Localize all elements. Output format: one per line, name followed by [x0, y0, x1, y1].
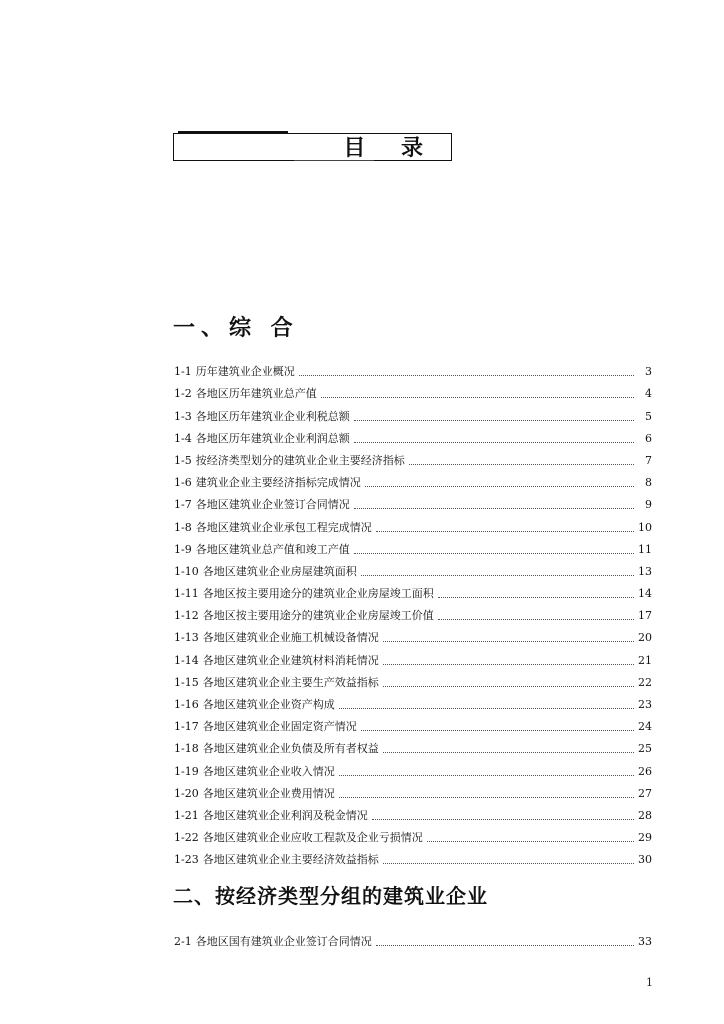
dot-leader	[361, 730, 634, 731]
toc-entry-label: 各地区历年建筑业总产值	[195, 387, 317, 401]
toc-entry[interactable]	[174, 845, 652, 867]
toc-entry-label: 各地区建筑业企业建筑材料消耗情况	[202, 653, 379, 667]
toc-entry-page: 25	[638, 742, 652, 756]
toc-entry-number: 1-14	[174, 653, 199, 667]
dot-leader	[361, 575, 634, 576]
dot-leader	[383, 752, 634, 753]
toc-entry-number: 1-5	[174, 453, 192, 467]
toc-entry-number: 1-16	[174, 698, 199, 711]
toc-entry[interactable]	[174, 668, 652, 690]
toc-entry-number: 1-11	[174, 587, 199, 601]
toc-entry-page: 33	[638, 935, 652, 949]
toc-entry[interactable]	[174, 557, 652, 579]
toc-entry-page: 14	[638, 587, 652, 601]
toc-entry-page: 21	[638, 653, 652, 667]
toc-entry-number: 1-20	[174, 786, 199, 800]
toc-entry-number: 1-4	[174, 431, 192, 445]
dot-leader	[365, 486, 634, 487]
toc-entry[interactable]	[174, 446, 652, 468]
toc-entry-label: 各地区建筑业企业资产构成	[202, 698, 335, 711]
toc-entry-page: 10	[638, 520, 652, 534]
toc-entry-number: 1-18	[174, 742, 199, 756]
toc-entry-page: 3	[645, 365, 652, 379]
section-heading-2: 二、按经济类型分组的建筑业企业	[173, 884, 488, 908]
dot-leader	[383, 664, 634, 665]
toc-entry-label: 历年建筑业企业概况	[195, 365, 295, 379]
toc-entry[interactable]	[174, 779, 652, 801]
toc-entry-label: 各地区建筑业企业负债及所有者权益	[202, 742, 379, 756]
page-number: 1	[646, 976, 653, 989]
toc-entry-number: 1-19	[174, 764, 199, 778]
dot-leader	[376, 531, 634, 532]
dot-leader	[383, 863, 634, 864]
dot-leader	[339, 708, 634, 709]
toc-entry-number: 1-15	[174, 675, 199, 689]
dot-leader	[376, 945, 634, 946]
dot-leader	[372, 819, 634, 820]
toc-entry-number: 1-2	[174, 387, 192, 401]
toc-entry-page: 26	[638, 764, 652, 778]
toc-entry-label: 各地区按主要用途分的建筑业企业房屋竣工价值	[202, 609, 434, 623]
toc-entry-label: 各地区建筑业企业主要生产效益指标	[202, 675, 379, 689]
toc-entry[interactable]	[174, 490, 652, 512]
toc-entry[interactable]	[174, 801, 652, 823]
toc-entry-page: 8	[645, 476, 652, 490]
toc-entry[interactable]	[174, 690, 652, 712]
dot-leader	[354, 442, 634, 443]
toc-entry[interactable]	[174, 579, 652, 601]
toc-entry[interactable]	[174, 645, 652, 667]
toc-entry-page: 6	[645, 431, 652, 445]
toc-entry-page: 30	[638, 853, 652, 867]
toc-entry-page: 9	[645, 498, 652, 512]
toc-entry[interactable]	[174, 623, 652, 645]
section-heading-1: 一、综 合	[173, 316, 299, 341]
toc-entry-label: 各地区建筑业企业收入情况	[202, 764, 335, 778]
dot-leader	[354, 553, 634, 554]
toc-entry-label: 各地区建筑业企业施工机械设备情况	[202, 631, 379, 645]
toc-entry-page: 13	[638, 564, 652, 578]
title-box	[173, 133, 452, 161]
toc-entry-number: 1-23	[174, 853, 199, 867]
toc-entry-number: 1-13	[174, 631, 199, 645]
toc-entry[interactable]	[174, 357, 652, 379]
dot-leader	[354, 508, 634, 509]
toc-entry-page: 27	[638, 786, 652, 800]
toc-entry-label: 各地区建筑业总产值和竣工产值	[195, 542, 350, 556]
toc-entry-page: 20	[638, 631, 652, 645]
toc-entry-label: 各地区建筑业企业承包工程完成情况	[195, 520, 372, 534]
toc-entry[interactable]	[174, 823, 652, 845]
toc-entry-number: 1-10	[174, 564, 199, 578]
dot-leader	[383, 641, 634, 642]
toc-entry-number: 1-12	[174, 609, 199, 623]
toc-entry-page: 11	[638, 542, 652, 556]
toc-list-1	[174, 357, 652, 867]
toc-entry-page: 4	[645, 387, 652, 401]
toc-entry-label: 各地区建筑业企业固定资产情况	[202, 720, 357, 734]
title-rule-top	[178, 131, 288, 133]
toc-entry-page: 29	[638, 831, 652, 845]
toc-entry-number: 2-1	[174, 935, 192, 949]
toc-entry-label: 各地区建筑业企业费用情况	[202, 786, 335, 800]
toc-entry-number: 1-8	[174, 520, 192, 534]
toc-entry-number: 1-21	[174, 808, 199, 822]
dot-leader	[339, 797, 634, 798]
toc-entry[interactable]	[174, 468, 652, 490]
toc-entry[interactable]	[174, 424, 652, 446]
toc-entry-number: 1-22	[174, 831, 199, 845]
toc-entry-label: 各地区历年建筑业企业利税总额	[195, 409, 350, 423]
toc-entry-number: 1-7	[174, 498, 192, 512]
dot-leader	[299, 375, 634, 376]
dot-leader	[438, 597, 634, 598]
toc-entry-label: 各地区建筑业企业签订合同情况	[195, 498, 350, 512]
toc-entry-page: 17	[638, 609, 652, 623]
dot-leader	[427, 841, 634, 842]
toc-entry[interactable]	[174, 401, 652, 423]
toc-entry-page: 23	[638, 698, 652, 711]
toc-entry-label: 各地区按主要用途分的建筑业企业房屋竣工面积	[202, 587, 434, 601]
page-title: 目 录	[343, 135, 437, 161]
toc-entry-number: 1-1	[174, 365, 192, 379]
toc-entry-label: 各地区建筑业企业利润及税金情况	[202, 808, 368, 822]
toc-entry-page: 5	[645, 409, 652, 423]
dot-leader	[409, 464, 634, 465]
toc-entry-page: 22	[638, 675, 652, 689]
toc-entry-label: 建筑业企业主要经济指标完成情况	[195, 476, 361, 490]
toc-entry-page: 28	[638, 808, 652, 822]
toc-entry-label: 各地区历年建筑业企业利润总额	[195, 431, 350, 445]
toc-entry-page: 7	[645, 453, 652, 467]
dot-leader	[383, 686, 634, 687]
dot-leader	[354, 420, 634, 421]
toc-entry[interactable]	[174, 512, 652, 534]
toc-entry[interactable]	[174, 927, 652, 949]
toc-list-2	[174, 927, 652, 949]
dot-leader	[438, 619, 634, 620]
toc-entry[interactable]	[174, 535, 652, 557]
toc-entry-number: 1-17	[174, 720, 199, 734]
toc-entry-number: 1-9	[174, 542, 192, 556]
toc-entry-number: 1-3	[174, 409, 192, 423]
toc-entry-page: 24	[638, 720, 652, 734]
toc-entry-label: 各地区建筑业企业房屋建筑面积	[202, 564, 357, 578]
toc-entry-label: 各地区建筑业企业应收工程款及企业亏损情况	[202, 831, 423, 845]
toc-entry[interactable]	[174, 756, 652, 778]
toc-entry-label: 各地区国有建筑业企业签订合同情况	[195, 935, 372, 949]
toc-entry[interactable]	[174, 712, 652, 734]
toc-entry[interactable]	[174, 379, 652, 401]
toc-entry-label: 按经济类型划分的建筑业企业主要经济指标	[195, 453, 405, 467]
toc-entry[interactable]	[174, 601, 652, 623]
toc-entry[interactable]	[174, 734, 652, 756]
dot-leader	[321, 397, 634, 398]
toc-entry-number: 1-6	[174, 476, 192, 490]
dot-leader	[339, 775, 634, 776]
toc-entry-label: 各地区建筑业企业主要经济效益指标	[202, 853, 379, 867]
